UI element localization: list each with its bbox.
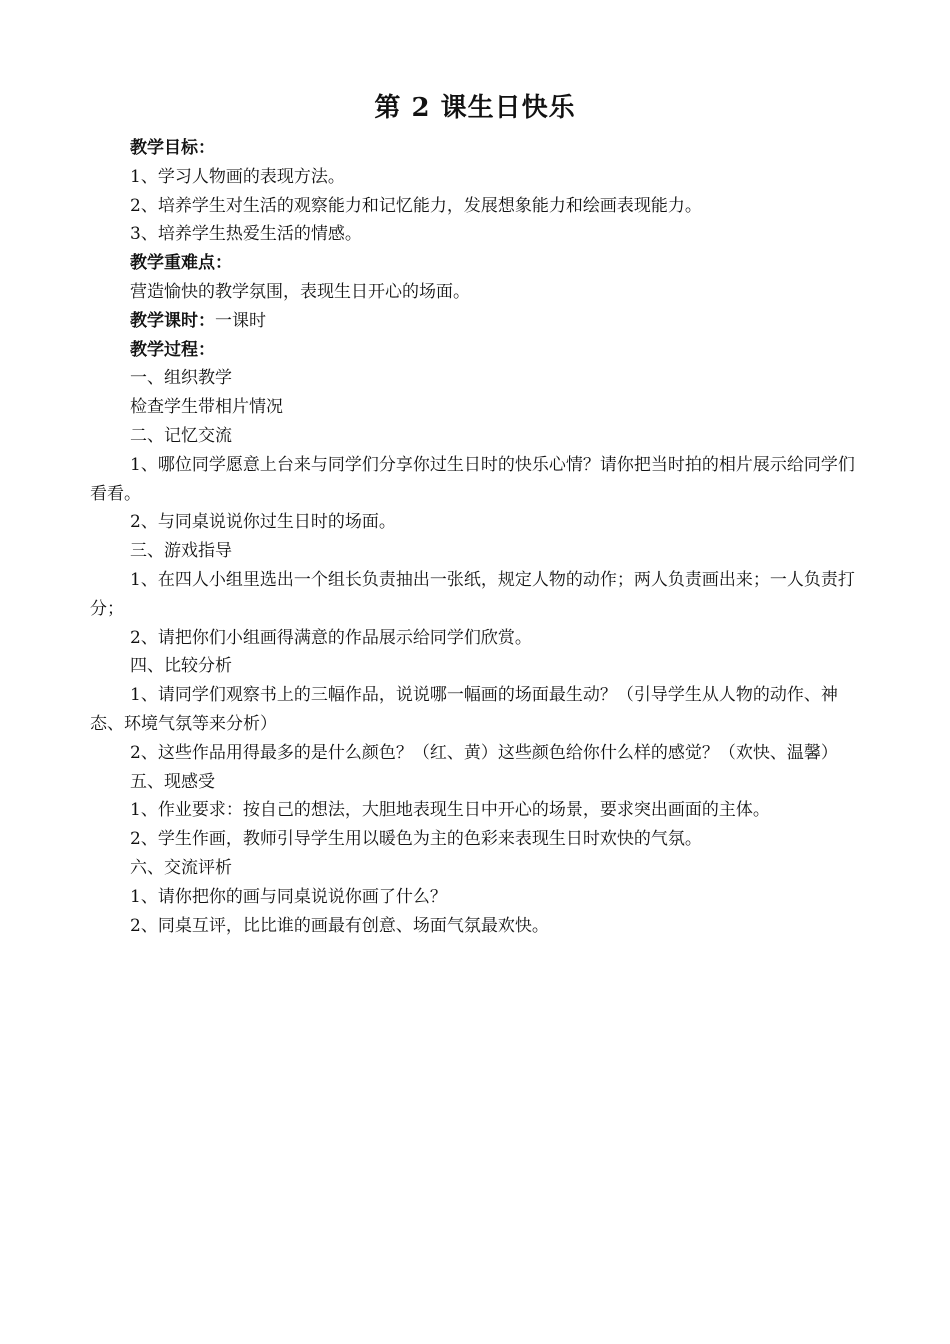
paragraph-line: 2、请把你们小组画得满意的作品展示给同学们欣赏。 bbox=[130, 627, 532, 648]
paragraph-line: 一、组织教学 bbox=[130, 368, 232, 389]
paragraph-line: 1、请你把你的画与同桌说说你画了什么？ bbox=[130, 886, 447, 907]
paragraph-line: 2、学生作画，教师引导学生用以暖色为主的色彩来表现生日时欢快的气氛。 bbox=[130, 829, 702, 850]
paragraph-line: 1、哪位同学愿意上台来与同学们分享你过生日时的快乐心情？请你把当时拍的相片展示给同学们看看。 bbox=[90, 454, 855, 504]
paragraph-line: 三、游戏指导 bbox=[130, 541, 232, 562]
class-hours-value: 一课时 bbox=[215, 310, 266, 331]
paragraph-line: 2、与同桌说说你过生日时的场面。 bbox=[130, 512, 396, 533]
paragraph-line: 二、记忆交流 bbox=[130, 425, 232, 446]
paragraph-line: 1、在四人小组里选出一个组长负责抽出一张纸，规定人物的动作；两人负责画出来；一人负责打分； bbox=[90, 569, 855, 619]
class-hours-label: 教学课时： bbox=[130, 310, 215, 331]
paragraph-line: 2、同桌互评，比比谁的画最有创意、场面气氛最欢快。 bbox=[130, 915, 549, 936]
paragraph-line: 1、作业要求：按自己的想法，大胆地表现生日中开心的场景，要求突出画面的主体。 bbox=[130, 800, 770, 821]
class-hours-line bbox=[90, 307, 864, 336]
paragraph-line: 2、培养学生对生活的观察能力和记忆能力，发展想象能力和绘画表现能力。 bbox=[130, 195, 702, 216]
paragraph-line: 四、比较分析 bbox=[130, 656, 232, 677]
paragraph-line: 3、培养学生热爱生活的情感。 bbox=[130, 224, 362, 245]
section-heading-objectives: 教学目标： bbox=[130, 138, 215, 158]
paragraph-line: 1、请同学们观察书上的三幅作品，说说哪一幅画的场面最生动？（引导学生从人物的动作、神态、环境气氛等来分析） bbox=[90, 685, 838, 734]
paragraph-line: 2、这些作品用得最多的是什么颜色？（红、黄）这些颜色给你什么样的感觉？（欢快、温馨） bbox=[130, 742, 838, 763]
section-heading-key-points: 教学重难点： bbox=[130, 253, 232, 274]
paragraph-line: 检查学生带相片情况 bbox=[130, 397, 283, 418]
paragraph-line: 营造愉快的教学氛围，表现生日开心的场面。 bbox=[130, 281, 470, 302]
paragraph-line: 1、学习人物画的表现方法。 bbox=[130, 166, 345, 187]
document-body bbox=[90, 134, 864, 940]
page-title: 第 2 课生日快乐 bbox=[374, 93, 576, 123]
section-heading-process: 教学过程： bbox=[130, 339, 215, 360]
paragraph-line: 五、现感受 bbox=[130, 771, 215, 792]
paragraph-line: 六、交流评析 bbox=[130, 857, 232, 878]
